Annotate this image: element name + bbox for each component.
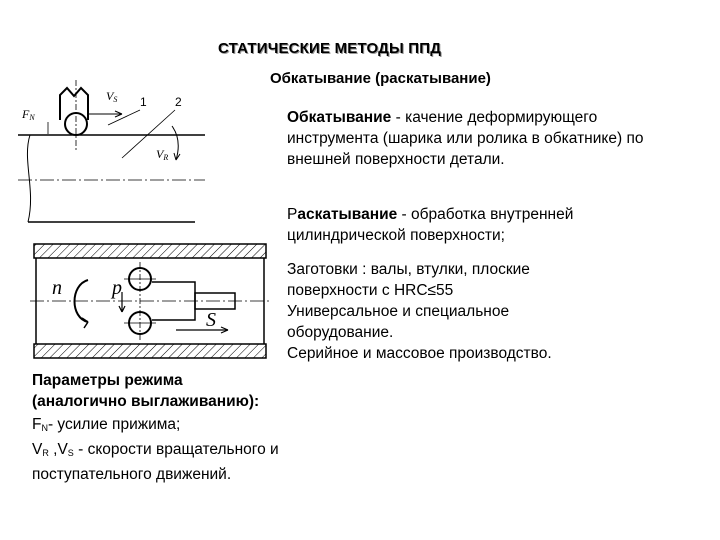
n-label: n: [52, 277, 62, 299]
external-rolling-numbers: [140, 95, 182, 109]
s-label: S: [206, 309, 216, 331]
rolling-text: - качение деформирующего инструмента (шарика или ролика в обкатнике) по внешней поверхности детали.: [287, 109, 644, 168]
parameters-heading: (аналогично выглаживанию):: [32, 393, 260, 410]
internal-term-first: Р: [287, 206, 298, 223]
fn-label: FN: [22, 107, 35, 122]
application-line: Универсальное и специальное: [287, 303, 510, 320]
vs-label: VS: [106, 89, 118, 104]
vr-label: VR: [156, 147, 169, 162]
application-line: Заготовки : валы, втулки, плоские: [287, 261, 530, 278]
param-v: $V_R$ $,V_S$ - скорости вращательного и: [32, 441, 279, 458]
rolling-term: Обкатывание: [287, 109, 392, 126]
parameters-heading: Параметры режима: [32, 372, 183, 389]
internal-term-rest: аскатывание: [297, 206, 398, 223]
slide-subtitle: Обкатывание (раскатывание): [270, 70, 491, 87]
position-number-2: 2: [175, 95, 182, 109]
application-line: оборудование.: [287, 324, 394, 341]
application-line: Серийное и массовое производство.: [287, 345, 552, 362]
param-v-cont: поступательного движений.: [32, 466, 232, 483]
internal-text: - обработка внутренней цилиндрической поверхности;: [287, 206, 574, 244]
param-fn: $F_N-$ усилие прижима;: [32, 416, 181, 433]
slide-title: СТАТИЧЕСКИЕ МЕТОДЫ ППД: [218, 40, 442, 57]
internal-rolling-diagram: [30, 244, 270, 358]
application-line: поверхности с HRC≤55: [287, 282, 454, 299]
p-label: p: [112, 277, 122, 299]
position-number-1: 1: [140, 95, 147, 109]
